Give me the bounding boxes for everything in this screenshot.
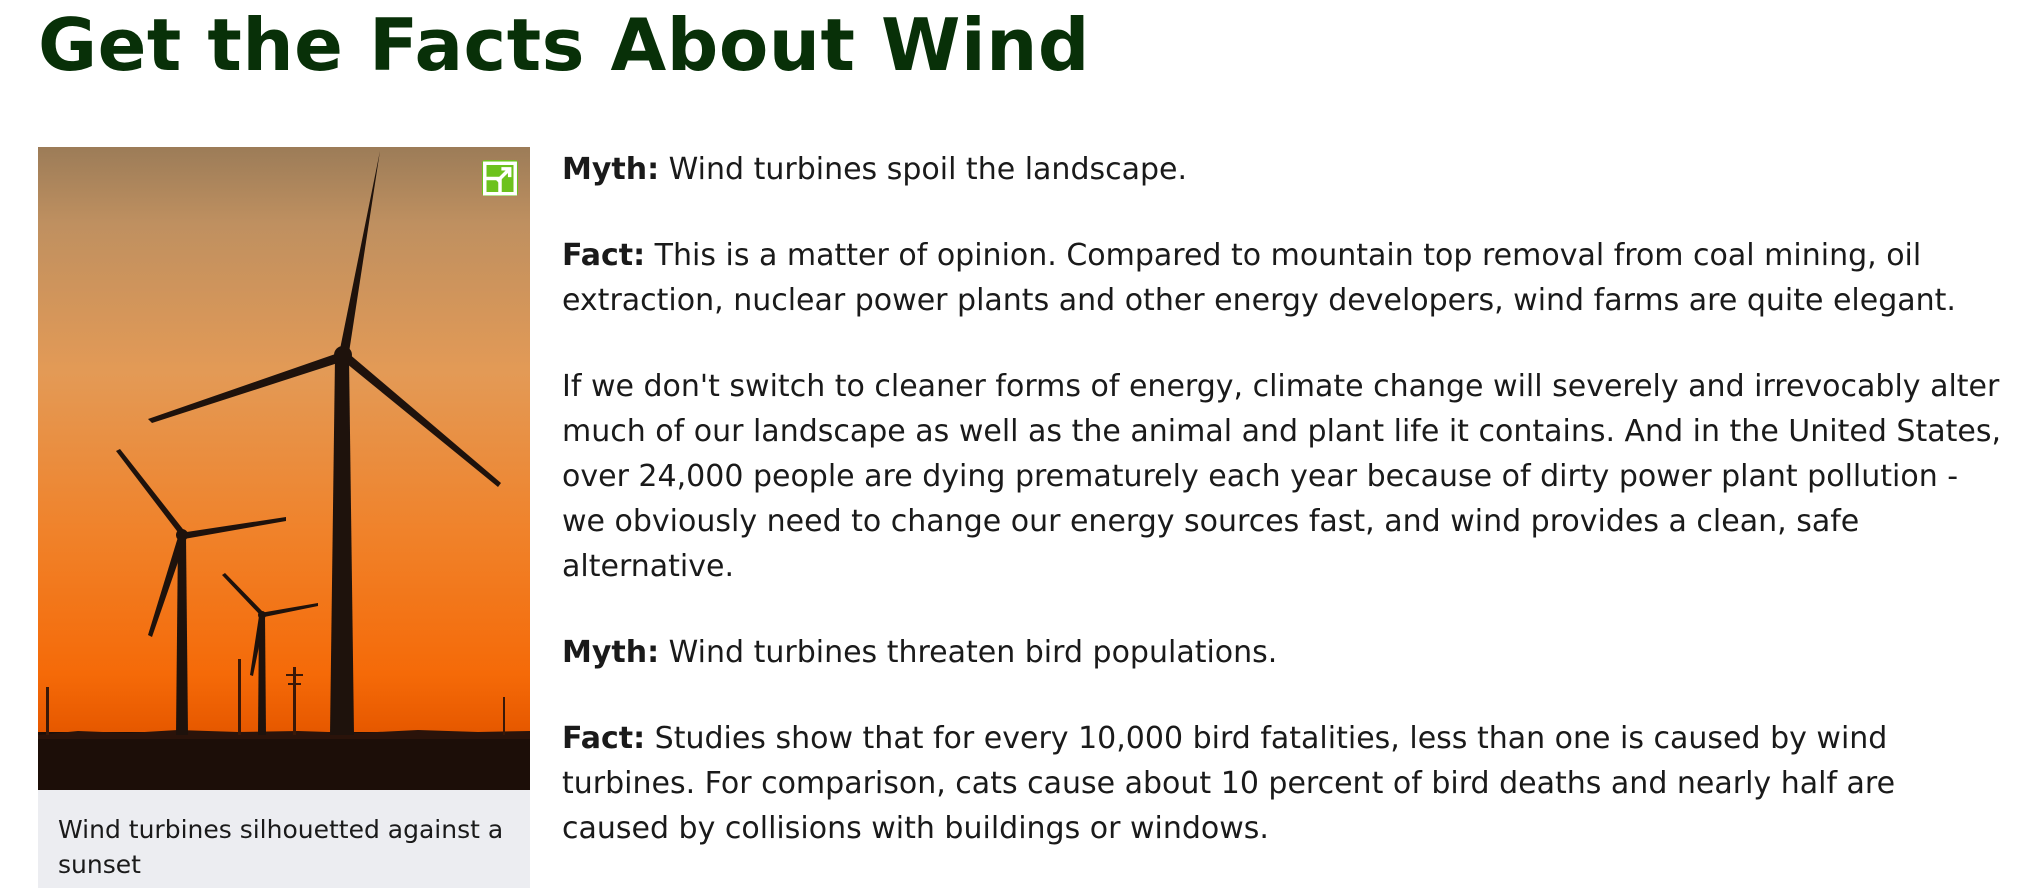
body-paragraph [562,364,2002,589]
fact-label: Fact: [562,238,646,273]
article-body [562,147,2002,892]
photo-figure [38,147,530,888]
myth-label: Myth: [562,635,660,670]
body-text: If we don't switch to cleaner forms of energy, climate change will severely and irrevocably alter much of our landscape as well as the animal and plant life it contains. And in the United States, over 24,000 people are dying prematurely each year because of dirty power plant pollution - we obviously need to change our energy sources fast, and wind provides a clean, safe alternative. [562,369,2001,584]
myth-label: Myth: [562,152,660,187]
myth-text: Wind turbines threaten bird populations. [659,635,1278,670]
expand-image-button[interactable] [482,160,518,196]
fact-text: This is a matter of opinion. Compared to mountain top removal from coal mining, oil extraction, nuclear power plants and other energy developers, wind farms are quite elegant. [562,238,1956,318]
myth-paragraph [562,147,2002,192]
sunset-turbines-image [38,147,530,790]
myth-text: Wind turbines spoil the landscape. [659,152,1188,187]
expand-icon [482,147,518,500]
myth-paragraph [562,630,2002,675]
fact-text: Studies show that for every 10,000 bird fatalities, less than one is caused by wind turbines. For comparison, cats cause about 10 percent of bird deaths and nearly half are caused by collisions with buildings or windows. [562,721,1896,846]
photo-caption: Wind turbines silhouetted against a sunset [38,790,530,888]
fact-paragraph [562,716,2002,851]
fact-paragraph [562,233,2002,323]
page-title: Get the Facts About Wind [38,3,1090,87]
turbine-photo[interactable] [38,147,530,790]
fact-label: Fact: [562,721,646,756]
